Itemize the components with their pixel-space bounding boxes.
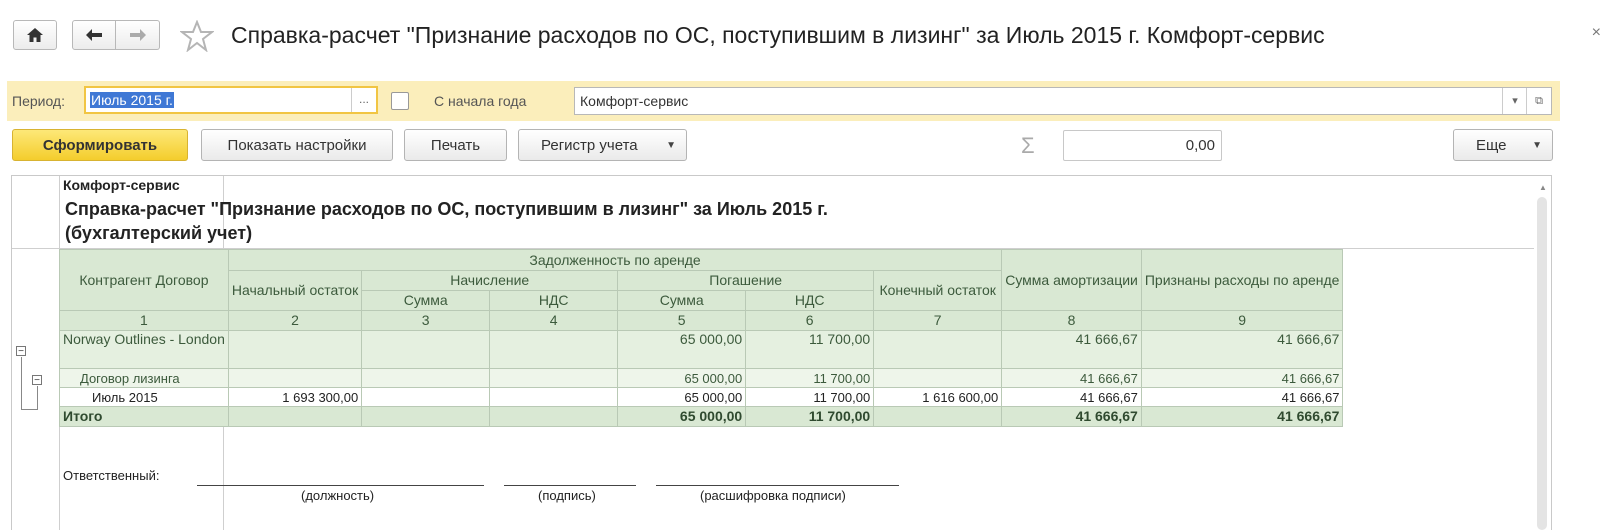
vertical-scrollbar[interactable] — [1537, 197, 1547, 530]
home-icon — [26, 27, 44, 43]
col-number: 9 — [1141, 311, 1343, 331]
print-button[interactable]: Печать — [404, 129, 507, 161]
period-label: Период: — [12, 93, 65, 109]
home-button[interactable] — [13, 20, 57, 50]
cell — [228, 407, 361, 427]
cell — [228, 369, 361, 388]
cell: 41 666,67 — [1002, 369, 1142, 388]
header-repayment: Погашение — [618, 271, 874, 291]
cell: 41 666,67 — [1002, 331, 1142, 369]
report-subtitle: (бухгалтерский учет) — [65, 223, 253, 243]
show-settings-button[interactable]: Показать настройки — [201, 129, 393, 161]
report-area[interactable] — [11, 175, 1552, 530]
cell — [874, 369, 1002, 388]
window-title: Справка-расчет "Признание расходов по ОС, поступившим в лизинг" за Июль 2015 г. Комфорт-сервис — [231, 22, 1325, 48]
tree-line — [21, 357, 22, 410]
header-opening: Начальный остаток — [228, 271, 361, 311]
cell: 11 700,00 — [746, 407, 874, 427]
register-button[interactable] — [518, 129, 687, 161]
cell — [874, 331, 1002, 369]
header-recognized: Признаны расходы по аренде — [1141, 250, 1343, 311]
responsible-label: Ответственный: — [63, 468, 160, 483]
sigma-icon: Σ — [1021, 133, 1035, 158]
cell — [874, 407, 1002, 427]
col-number: 4 — [490, 311, 618, 331]
col-number: 1 — [60, 311, 229, 331]
more-button[interactable] — [1453, 129, 1553, 161]
position-label: (должность) — [301, 488, 375, 503]
report-title: Справка-расчет "Признание расходов по ОС, поступившим в лизинг" за Июль 2015 г. — [65, 199, 828, 219]
total-row[interactable] — [60, 407, 1343, 427]
since-year-checkbox[interactable] — [391, 92, 409, 110]
header-repayment-sum: Сумма — [618, 291, 746, 311]
col-number: 5 — [618, 311, 746, 331]
cell — [490, 388, 618, 407]
col-number: 7 — [874, 311, 1002, 331]
scroll-up-icon[interactable]: ▲ — [1539, 183, 1547, 192]
collapse-group-icon[interactable]: − — [32, 375, 42, 385]
close-icon[interactable]: × — [1591, 24, 1601, 41]
cell: 65 000,00 — [618, 388, 746, 407]
period-value: Июль 2015 г. — [91, 92, 173, 108]
cell: 11 700,00 — [746, 331, 874, 369]
header-accrual-sum: Сумма — [362, 291, 490, 311]
cell — [228, 331, 361, 369]
cell-contractor: Norway Outlines - London — [60, 331, 229, 369]
cell: 65 000,00 — [618, 407, 746, 427]
signature-label: (подпись) — [538, 488, 596, 503]
cell: 41 666,67 — [1002, 407, 1142, 427]
generate-button[interactable]: Сформировать — [12, 129, 188, 161]
period-select-button[interactable]: ... — [351, 88, 376, 112]
signature-line — [504, 485, 636, 486]
header-repayment-vat: НДС — [746, 291, 874, 311]
back-button[interactable] — [72, 20, 116, 50]
open-icon[interactable]: ⧉ — [1526, 88, 1551, 114]
cell: 11 700,00 — [746, 388, 874, 407]
cell — [490, 407, 618, 427]
decode-label: (расшифровка подписи) — [700, 488, 846, 503]
collapse-group-icon[interactable]: − — [16, 346, 26, 356]
cell: 65 000,00 — [618, 331, 746, 369]
cell: 41 666,67 — [1002, 388, 1142, 407]
cell: 41 666,67 — [1141, 407, 1343, 427]
header-contractor: Контрагент Договор — [60, 250, 229, 311]
favorite-star-icon[interactable] — [180, 20, 214, 57]
col-number: 8 — [1002, 311, 1142, 331]
header-accrual: Начисление — [362, 271, 618, 291]
arrow-right-icon — [129, 28, 147, 42]
cell: 41 666,67 — [1141, 369, 1343, 388]
cell — [490, 331, 618, 369]
register-label: Регистр учета — [541, 136, 638, 154]
period-input[interactable] — [84, 86, 378, 114]
cell: 41 666,67 — [1141, 388, 1343, 407]
header-amortization: Сумма амортизации — [1002, 250, 1142, 311]
cell — [362, 369, 490, 388]
arrow-left-icon — [85, 28, 103, 42]
col-number: 2 — [228, 311, 361, 331]
header-debt: Задолженность по аренде — [228, 250, 1001, 271]
cell — [490, 369, 618, 388]
cell — [362, 388, 490, 407]
tree-line — [37, 386, 38, 410]
organization-value: Комфорт-сервис — [580, 93, 689, 109]
col-number: 3 — [362, 311, 490, 331]
organization-input[interactable] — [574, 87, 1552, 115]
table-row[interactable] — [60, 388, 1343, 407]
forward-button[interactable] — [116, 20, 160, 50]
report-table — [59, 249, 1343, 427]
since-year-label: С начала года — [434, 93, 527, 109]
chevron-down-icon[interactable]: ▾ — [1502, 88, 1527, 114]
cell: 11 700,00 — [746, 369, 874, 388]
cell — [362, 331, 490, 369]
dropdown-arrow-icon: ▼ — [1532, 139, 1542, 151]
table-row[interactable] — [60, 331, 1343, 369]
selection-sum-field: 0,00 — [1063, 130, 1222, 161]
signature-line — [656, 485, 899, 486]
cell — [362, 407, 490, 427]
cell-contract: Договор лизинга — [60, 369, 229, 388]
tree-line — [21, 409, 37, 410]
total-label: Итого — [60, 407, 229, 427]
signature-line — [197, 485, 484, 486]
col-number: 6 — [746, 311, 874, 331]
cell-month: Июль 2015 — [60, 388, 229, 407]
cell: 41 666,67 — [1141, 331, 1343, 369]
more-label: Еще — [1476, 136, 1507, 154]
header-closing: Конечный остаток — [874, 271, 1002, 311]
cell: 65 000,00 — [618, 369, 746, 388]
report-org: Комфорт-сервис — [63, 177, 180, 193]
dropdown-arrow-icon: ▼ — [666, 139, 676, 151]
table-row[interactable] — [60, 369, 1343, 388]
cell: 1 616 600,00 — [874, 388, 1002, 407]
header-accrual-vat: НДС — [490, 291, 618, 311]
cell: 1 693 300,00 — [228, 388, 361, 407]
